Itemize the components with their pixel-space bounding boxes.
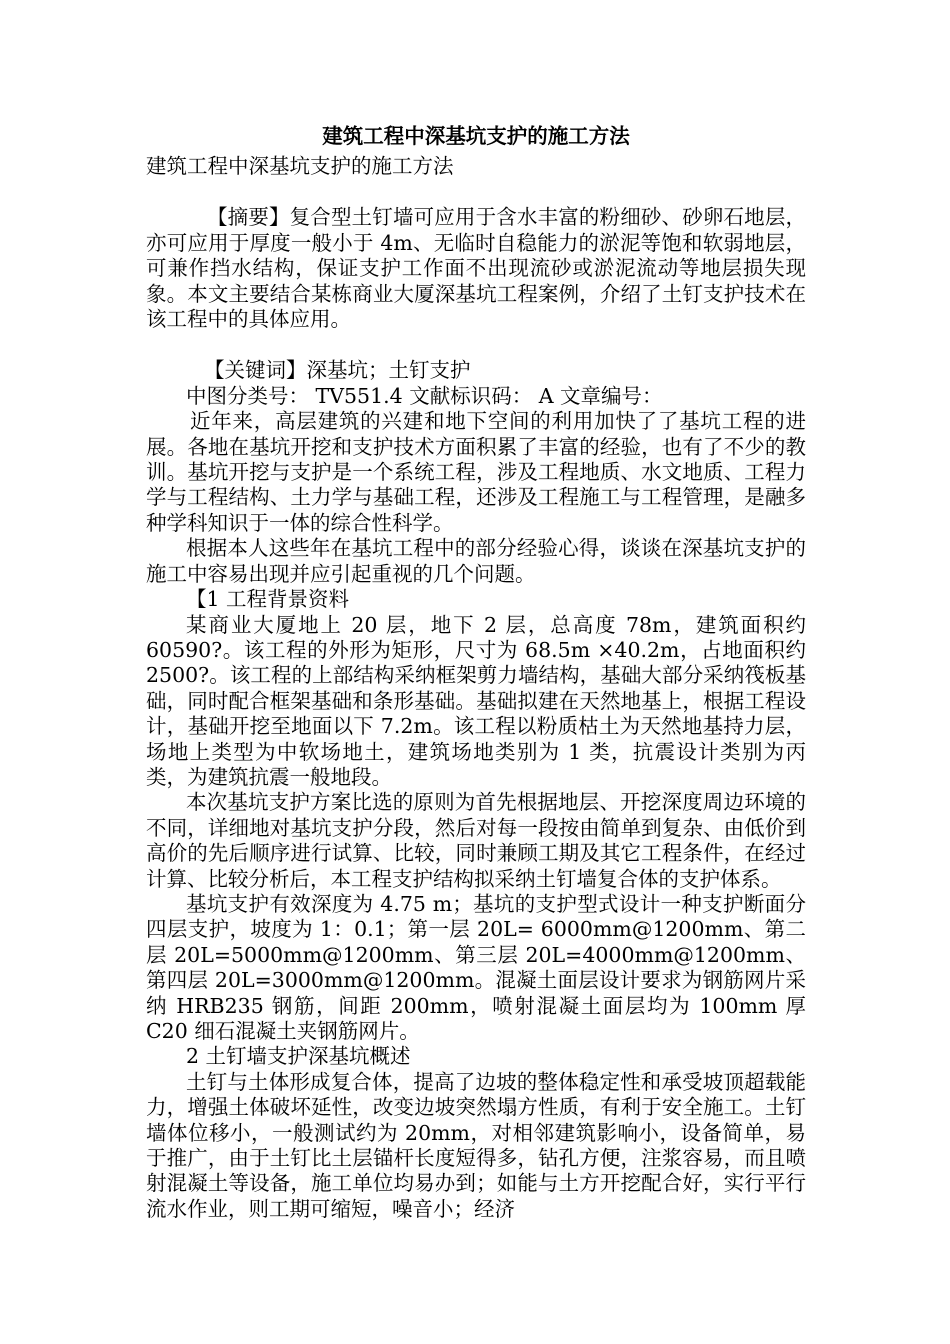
abstract-paragraph: 【摘要】复合型土钉墙可应用于含水丰富的粉细砂、砂卵石地层，亦可应用于厚度一般小于 4m、无临时自稳能力的淤泥等饱和软弱地层，可兼作挡水结构，保证支护工作面不出现流砂或淤泥流动等地层损失现象。本文主要结合某栋商业大厦深基坑工程案例，介绍了土钉支护技术在该工程中的具体应用。: [146, 205, 806, 332]
body-paragraph: 土钉与土体形成复合体，提高了边坡的整体稳定性和承受坡顶超载能力，增强土体破坏延性，改变边坡突然塌方性质，有利于安全施工。土钉墙体位移小，一般测试约为 20mm，对相邻建筑影响小，设备简单，易于推广，由于土钉比土层锚杆长度短得多，钻孔方便，注浆容易，而且喷射混凝土等设备，施工单位均易办到；如能与土方开挖配合好，实行平行流水作业，则工期可缩短，噪音小；经济: [146, 1069, 806, 1221]
body-paragraph: 近年来，高层建筑的兴建和地下空间的利用加快了了基坑工程的进展。各地在基坑开挖和支护技术方面积累了丰富的经验，也有了不少的教训。基坑开挖与支护是一个系统工程，涉及工程地质、水文地质、工程力学与工程结构、土力学与基础工程，还涉及工程施工与工程管理，是融多种学科知识于一体的综合性科学。: [146, 409, 806, 535]
body-paragraph: 某商业大厦地上 20 层，地下 2 层，总高度 78m，建筑面积约 60590?。该工程的外形为矩形，尺寸为 68.5m ×40.2m，占地面积约 2500?。该工程的上部结构采纳框架剪力墙结构，基础大部分采纳筏板基础，同时配合框架基础和条形基础。基础拟建在天然地基上，根据工程设计，基础开挖至地面以下 7.2m。该工程以粉质枯土为天然地基持力层，场地上类型为中软场地土，建筑场地类别为 1 类，抗震设计类别为丙类，为建筑抗震一般地段。: [146, 612, 806, 789]
body-paragraph: 本次基坑支护方案比选的原则为首先根据地层、开挖深度周边环境的不同，详细地对基坑支护分段，然后对每一段按由简单到复杂、由低价到高价的先后顺序进行试算、比较，同时兼顾工期及其它工程条件，在经过计算、比较分析后，本工程支护结构拟采纳土钉墙复合体的支护体系。: [146, 790, 806, 891]
body-paragraph: 根据本人这些年在基坑工程中的部分经验心得，谈谈在深基坑支护的施工中容易出现并应引起重视的几个问题。: [146, 536, 806, 586]
classification-line: 中图分类号： TV551.4 文献标识码： A 文章编号：: [186, 383, 663, 408]
section-heading: 2 土钉墙支护深基坑概述: [186, 1044, 411, 1069]
body-paragraph: 基坑支护有效深度为 4.75 m；基坑的支护型式设计一种支护断面分四层支护，坡度为 1：0.1；第一层 20L= 6000mm@1200mm、第二层 20L=5000mm@1200mm、第三层 20L=4000mm@1200mm、第四层 20L=3000mm@1200mm。混凝土面层设计要求为钢筋网片采纳 HRB235 钢筋，间距 200mm，喷射混凝土面层均为 100mm 厚 C20 细石混凝土夹钢筋网片。: [146, 891, 806, 1043]
document-subtitle: 建筑工程中深基坑支护的施工方法: [146, 154, 454, 178]
section-heading: 【1 工程背景资料: [186, 587, 350, 612]
keywords-line: 【关键词】深基坑；土钉支护: [204, 358, 471, 383]
document-page: [146, 118, 806, 1222]
document-title: 建筑工程中深基坑支护的施工方法: [322, 124, 630, 148]
